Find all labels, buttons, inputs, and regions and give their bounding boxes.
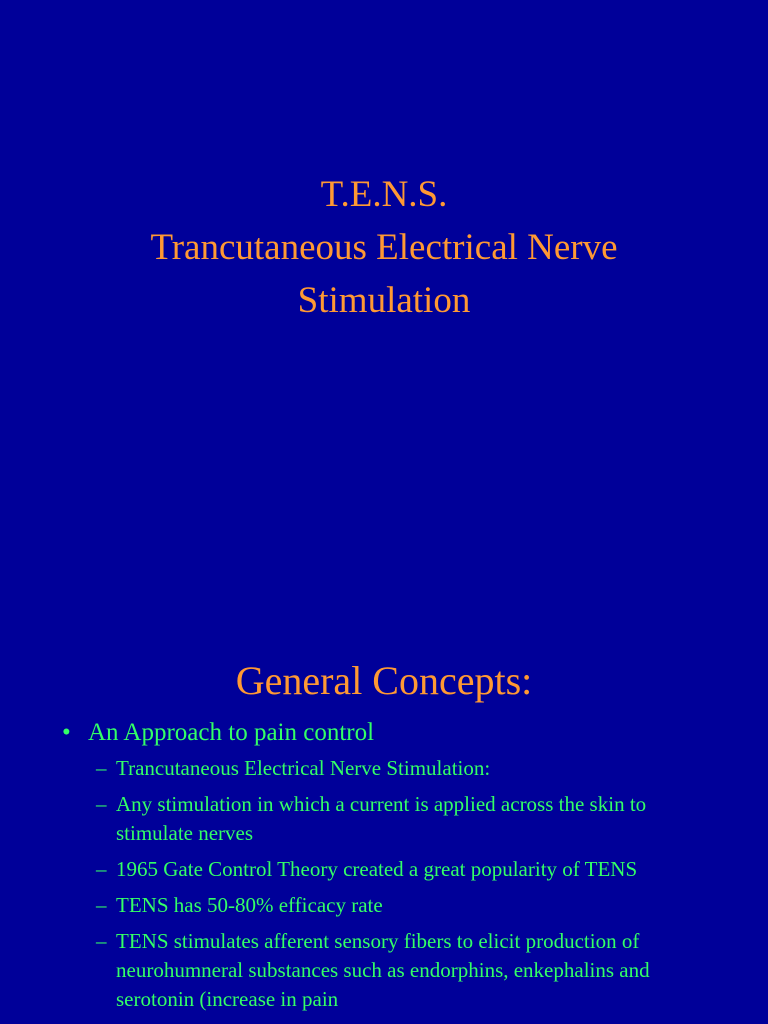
title-line-3: Stimulation xyxy=(297,280,471,321)
sub-bullet-item xyxy=(0,855,768,884)
sub-bullet-marker: – xyxy=(96,929,107,953)
sub-bullet-text: 1965 Gate Control Theory created a great popularity of TENS xyxy=(116,857,638,881)
sub-bullet-text: TENS has 50-80% efficacy rate xyxy=(116,893,383,917)
sub-bullet-marker: – xyxy=(96,756,107,780)
sub-bullet-text: Any stimulation in which a current is applied across the skin to stimulate nerves xyxy=(116,792,647,845)
sub-bullet-item xyxy=(0,754,768,783)
sub-bullet-text: TENS stimulates afferent sensory fibers to elicit production of neurohumneral substances such as endorphins, enkephalins and serotonin (increase in pain xyxy=(116,929,650,1011)
sub-bullet-item xyxy=(0,891,768,920)
sub-bullet-item xyxy=(0,790,768,848)
slide-title xyxy=(0,168,768,327)
sub-bullet-marker: – xyxy=(96,792,107,816)
title-line-2: Trancutaneous Electrical Nerve xyxy=(150,227,618,268)
bullet-item xyxy=(0,718,768,748)
sub-bullet-item xyxy=(0,927,768,1014)
sub-bullet-marker: – xyxy=(96,893,107,917)
bullet-text: An Approach to pain control xyxy=(88,719,375,746)
title-line-1: T.E.N.S. xyxy=(320,174,448,215)
sub-bullet-marker: – xyxy=(96,857,107,881)
bullet-marker: • xyxy=(62,719,71,746)
sub-bullet-text: Trancutaneous Electrical Nerve Stimulation: xyxy=(116,756,491,780)
content-slide xyxy=(0,620,768,1024)
bullet-list xyxy=(0,718,768,1021)
slide-heading: General Concepts: xyxy=(235,658,533,703)
